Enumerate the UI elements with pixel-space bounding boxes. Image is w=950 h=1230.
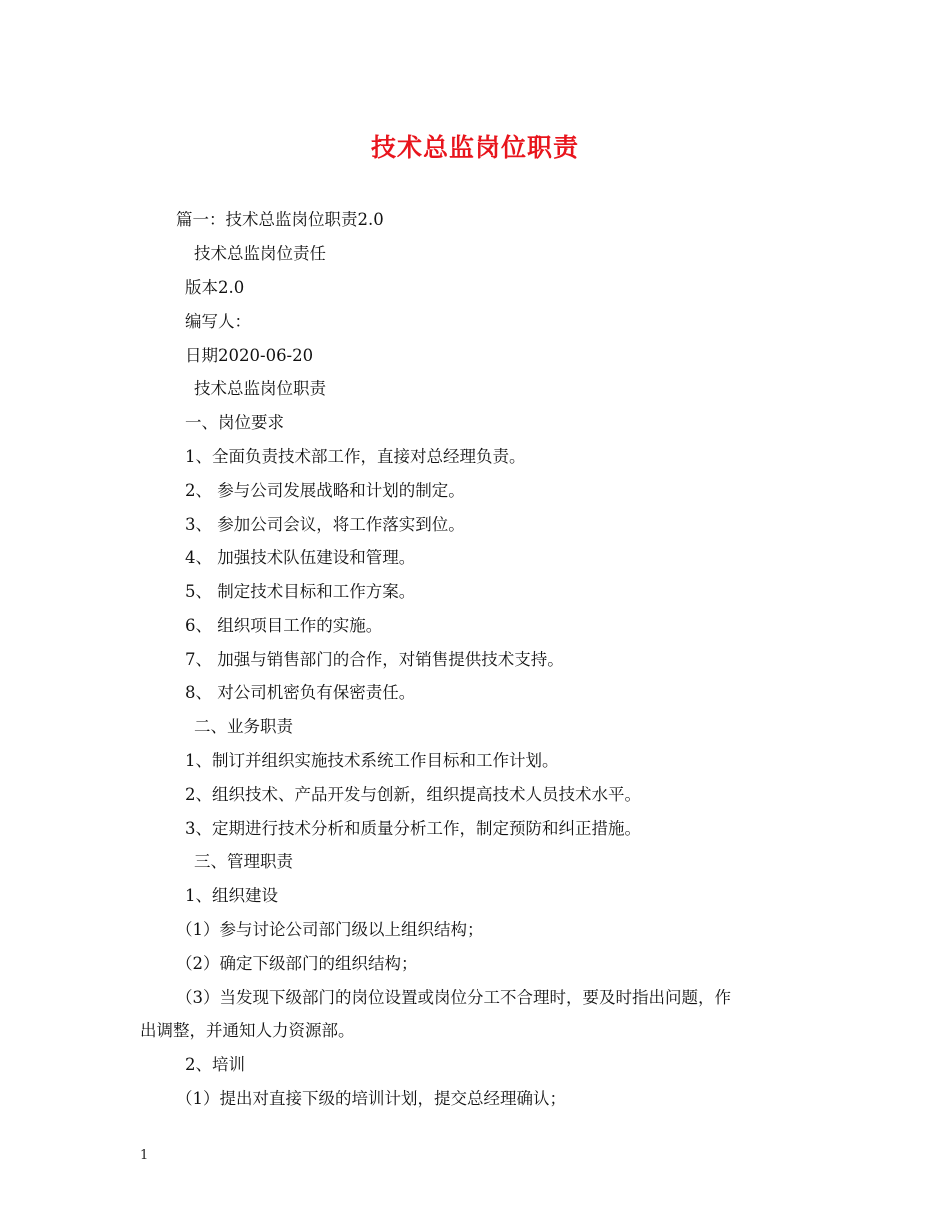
- text-line: 3、 参加公司会议，将工作落实到位。: [185, 515, 465, 534]
- text-line: 3、定期进行技术分析和质量分析工作，制定预防和纠正措施。: [185, 819, 641, 838]
- text-line: 篇一：技术总监岗位职责2.0: [176, 210, 384, 229]
- text-line: 2、组织技术、产品开发与创新，组织提高技术人员技术水平。: [185, 785, 641, 804]
- section-heading: 二、业务职责: [194, 717, 293, 736]
- text-line: 技术总监岗位职责: [194, 379, 326, 398]
- text-line: 出调整，并通知人力资源部。: [140, 1021, 355, 1040]
- text-line: （1）提出对直接下级的培训计划，提交总经理确认；: [176, 1089, 566, 1108]
- text-line: 版本2.0: [185, 278, 245, 297]
- text-line: 5、 制定技术目标和工作方案。: [185, 582, 416, 601]
- text-line: 技术总监岗位责任: [194, 244, 326, 263]
- section-heading: 三、管理职责: [194, 852, 293, 871]
- text-line: 日期2020-06-20: [185, 346, 314, 365]
- text-line: 7、 加强与销售部门的合作，对销售提供技术支持。: [185, 650, 564, 669]
- text-line: 2、 参与公司发展战略和计划的制定。: [185, 481, 465, 500]
- text-line: 6、 组织项目工作的实施。: [185, 616, 383, 635]
- text-line: 4、 加强技术队伍建设和管理。: [185, 548, 416, 567]
- text-line: 编写人：: [185, 312, 251, 331]
- text-line: 1、全面负责技术部工作，直接对总经理负责。: [185, 447, 526, 466]
- text-line: （1）参与讨论公司部门级以上组织结构；: [176, 920, 484, 939]
- text-line: 2、培训: [185, 1055, 245, 1074]
- section-heading: 一、岗位要求: [185, 413, 284, 432]
- text-line: （3）当发现下级部门的岗位设置或岗位分工不合理时，要及时指出问题，作: [176, 988, 731, 1007]
- text-line: 1、制订并组织实施技术系统工作目标和工作计划。: [185, 751, 559, 770]
- text-line: （2）确定下级部门的组织结构；: [176, 954, 418, 973]
- text-line: 1、组织建设: [185, 886, 278, 905]
- text-line: 8、 对公司机密负有保密责任。: [185, 683, 416, 702]
- document-title: 技术总监岗位职责: [370, 133, 579, 162]
- page-number: 1: [140, 1148, 149, 1163]
